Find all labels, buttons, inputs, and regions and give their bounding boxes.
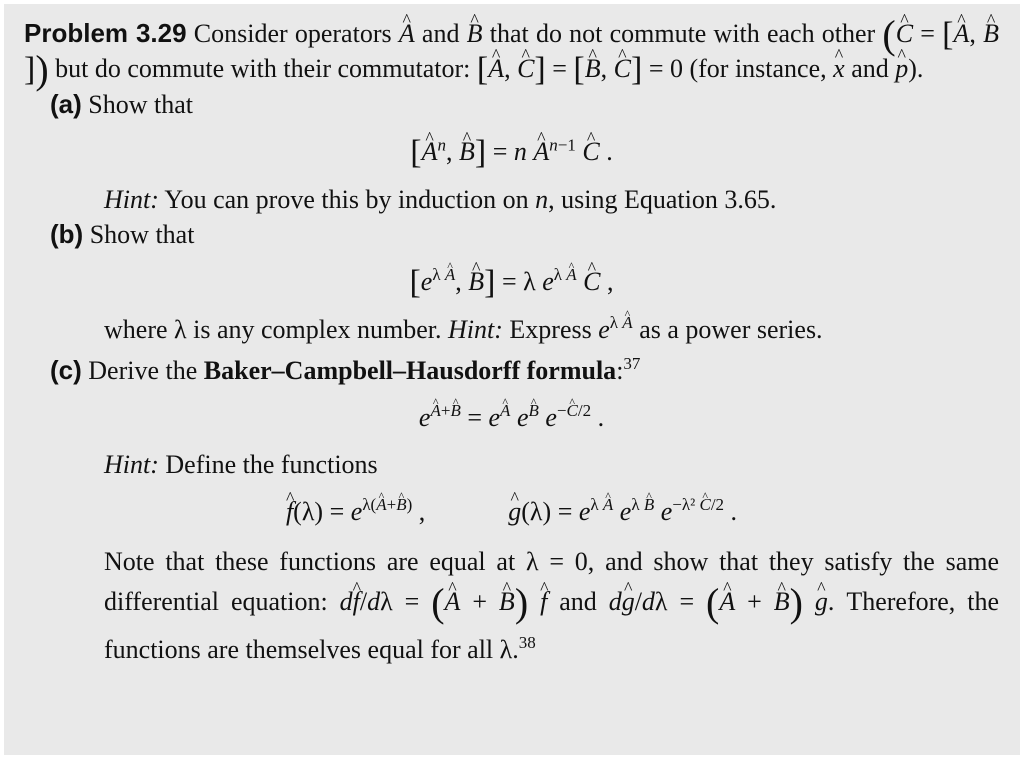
- equation-c: $e^{A+B} = e^A$ $e^B$ $e^{-C/2}$ .: [418, 401, 605, 432]
- equation-a: [^ $A^n$, ^ B] = n ^ $A^{n-1}$ ^ C .: [24, 130, 999, 175]
- problem-block: [24, 12, 999, 670]
- part-b-text: Show that: [89, 220, 195, 249]
- part-a-text: Show that: [88, 90, 194, 119]
- where-b: where λ is any complex number. Hint: Express $e^{\lambda A}$ as a power series.: [104, 313, 823, 344]
- problem-label: Problem 3.29: [24, 18, 187, 48]
- equation-b: [$e^{\lambda A}$, ^ B] = λ $e^{\lambda A}$ ^ C ,: [24, 260, 999, 305]
- textbook-page: [4, 4, 1020, 755]
- hint-c-label: Hint:: [104, 450, 159, 479]
- part-c-text: Derive the: [88, 356, 198, 385]
- part-b-heading: [24, 217, 999, 252]
- bch-formula-name: Baker–Campbell–Hausdorff formula: [203, 356, 617, 385]
- hint-c-text: Define the functions: [165, 450, 378, 479]
- hint-b-label: Hint:: [448, 315, 503, 344]
- part-a-label: (a): [50, 89, 82, 119]
- part-c-heading: (c) Derive the Baker–Campbell–Hausdorff formula:$^{37}$: [50, 354, 641, 385]
- where-b-text: where λ is any complex number.: [104, 315, 442, 344]
- equation-fg: ^ $f(\lambda) = e^{\lambda(A+B)}$ , ^ $g(\lambda) = e^{\lambda A}$ $e^{\lambda B}$ $e^{-\lambda^2 C/2}$ .: [24, 490, 999, 534]
- part-c-label: (c): [50, 355, 82, 385]
- part-a-heading: [24, 87, 999, 122]
- hint-a-label: Hint:: [104, 185, 159, 214]
- note-c: Note that these functions are equal at λ = 0, and show that they satisfy the same differential equation: d^ f/dλ = (^ A + ^ B) ^ f and d^ g/dλ = (^ A + ^ B) ^ g. Therefore, the functions are themselves equal for all λ.$^{38}$: [24, 542, 999, 670]
- part-b-label: (b): [50, 219, 84, 249]
- footnote-37: 37: [623, 354, 641, 373]
- footnote-38: 38: [518, 633, 536, 652]
- hint-a: Hint: You can prove this by induction on n, using Equation 3.65.: [104, 185, 777, 214]
- problem-intro: Problem 3.29 Consider operators ^ A and ^ B that do not commute with each other (^ C = [^ A, ^ B]) but do commute with their commutator: [^ A, ^ C] = [^ B, ^ C] = 0 (for instance, ^ x and ^ p).: [24, 16, 999, 87]
